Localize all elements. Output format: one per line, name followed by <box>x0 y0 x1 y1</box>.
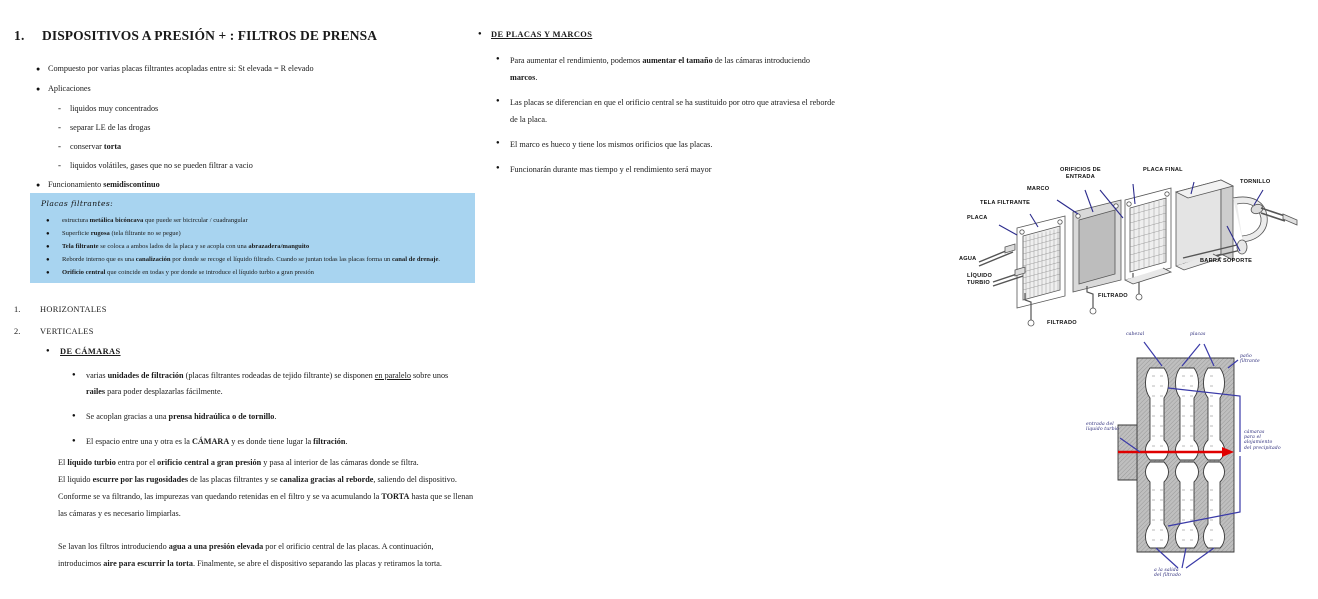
exploded-diagram-svg <box>965 168 1318 333</box>
list-item <box>14 327 444 336</box>
label-filtrado-centro: FILTRADO <box>1098 293 1128 299</box>
bullet-dot-icon: ● <box>496 98 500 104</box>
list-item <box>36 62 456 76</box>
bullet-dot-icon: ● <box>496 56 500 62</box>
callout-title: Placas filtrantes: <box>41 199 114 208</box>
bullet-dot-icon: ● <box>72 413 76 419</box>
list-item-label: El espacio entre una y otra es la CÁMARA y es donde tiene lugar la filtración. <box>86 437 348 446</box>
list-item-label: liquidos volátiles, gases que no se pueden filtrar a vacio <box>70 161 253 170</box>
paragraph-line: las cámaras y es necesario limpiarlas. <box>58 509 181 518</box>
label-camaras-precipitado: cámaras para el alojamiento del precipitado <box>1244 430 1281 451</box>
list-item-label: Superficie rugosa (tela filtrante no se pegue) <box>62 230 181 237</box>
dash-icon: - <box>58 141 61 151</box>
list-item-index: 1. <box>14 305 21 314</box>
aplicaciones-sublist <box>58 102 456 172</box>
list-item <box>496 161 836 178</box>
page-title <box>14 28 454 44</box>
list-item-label: VERTICALES <box>40 327 94 336</box>
bullet-dot-icon: ● <box>46 257 50 263</box>
label-placa: PLACA <box>967 215 988 221</box>
list-item-label: Compuesto por varias placas filtrantes acopladas entre si: St elevada = R elevado <box>48 64 314 73</box>
list-item <box>496 52 836 86</box>
bullet-dot-icon: ● <box>478 31 482 37</box>
bullet-dot-icon: ● <box>72 372 76 378</box>
de-camaras-heading-label: DE CÁMARAS <box>60 347 121 356</box>
label-liquido-turbio: LÍQUIDO TURBIO <box>967 273 993 286</box>
list-item <box>46 267 466 279</box>
list-item-label: Funcionarán durante mas tiempo y el rendimiento será mayor <box>510 165 712 174</box>
placas-filtrantes-callout <box>30 193 475 283</box>
list-item-label: Se acoplan gracias a una prensa hidraúlica o de tornillo. <box>86 412 277 421</box>
label-cabezal: cabezal <box>1126 332 1145 337</box>
list-item-label: separar LE de las drogas <box>70 123 151 132</box>
dash-icon: - <box>58 103 61 113</box>
list-item-label: conservar torta <box>70 142 122 151</box>
de-placas-y-marcos-list <box>496 52 836 186</box>
list-item <box>72 434 466 450</box>
paragraph-line: Se lavan los filtros introduciendo agua a una presión elevada por el orificio central de las placas. A continuación, <box>58 542 434 551</box>
list-item-label: Para aumentar el rendimiento, podemos aumentar el tamaño de las cámaras introduciendo marcos. <box>510 56 810 82</box>
label-agua: AGUA <box>959 256 977 262</box>
list-item <box>58 121 456 134</box>
bullet-dot-icon: ● <box>72 438 76 444</box>
page-title-text: DISPOSITIVOS A PRESIÓN + : FILTROS DE PRENSA <box>42 28 378 43</box>
list-item-label: Orificio central que coincide en todas y por donde se introduce el líquido turbio a gran presión <box>62 269 314 276</box>
list-item-label: varias unidades de filtración (placas filtrantes rodeadas de tejido filtrante) se disponen en paralelo sobre unos railes para poder desplazarlas fácilmente. <box>86 371 449 396</box>
label-marco: MARCO <box>1027 186 1050 192</box>
list-item <box>36 82 456 96</box>
bullet-dot-icon: ● <box>36 181 41 189</box>
bullet-dot-icon: ● <box>496 140 500 146</box>
label-placa-final: PLACA FINAL <box>1143 167 1183 173</box>
paragraph-line: El liquido escurre por las rugosidades de las placas filtrantes y se canaliza gracias al reborde, saliendo del dispositivo. <box>58 475 457 484</box>
list-item-label: HORIZONTALES <box>40 305 107 314</box>
list-item <box>46 228 466 240</box>
list-item-label: Aplicaciones <box>48 84 91 93</box>
list-item-label: Funcionamiento semidiscontinuo <box>48 180 160 189</box>
filter-press-section-diagram <box>1082 330 1318 598</box>
bullet-dot-icon: ● <box>46 218 50 224</box>
filter-press-exploded-diagram <box>959 167 1318 333</box>
section-diagram-svg <box>1082 330 1318 598</box>
page-title-number: 1. <box>14 28 25 43</box>
de-camaras-section <box>46 345 466 459</box>
label-placas: placas <box>1190 332 1206 337</box>
label-tornillo: TORNILLO <box>1240 179 1271 185</box>
list-item <box>58 159 456 172</box>
list-item <box>14 305 444 314</box>
paragraph-line: Conforme se va filtrando, las impurezas van quedando retenidas en el filtro y se va acumulando la TORTA hasta que se llenan <box>58 492 474 501</box>
emphasis: semidiscontinuo <box>103 180 160 189</box>
list-item <box>496 136 836 153</box>
dash-icon: - <box>58 122 61 132</box>
label-barra-soporte: BARRA SOPORTE <box>1200 258 1253 264</box>
intro-bullet-list <box>36 62 456 198</box>
list-item <box>46 215 466 227</box>
list-item-label: El marco es hueco y tiene los mismos orificios que las placas. <box>510 140 713 149</box>
emphasis: torta <box>103 142 122 151</box>
right-column <box>470 0 1281 599</box>
list-item-label: estructura metálica bicóncava que puede ser bicircular / cuadrangular <box>62 217 248 224</box>
label-filtrado-izq: FILTRADO <box>1047 320 1077 326</box>
list-item <box>36 178 456 192</box>
bullet-dot-icon: ● <box>46 348 50 354</box>
list-item <box>46 241 466 253</box>
list-item <box>46 254 466 266</box>
list-item-label: Reborde interno que es una canalización por donde se recoge el líquido filtrado. Cuando se juntan todas las placas forma un canal de drenaje. <box>62 256 441 263</box>
bullet-dot-icon: ● <box>496 165 500 171</box>
label-pano-filtrante: paño filtrante <box>1240 354 1260 365</box>
label-entrada-liquido-turbio: entrada del líquido turbio <box>1086 422 1120 433</box>
de-placas-y-marcos-heading <box>478 28 592 41</box>
list-item-label: liquidos muy concentrados <box>70 104 159 113</box>
callout-list <box>46 215 466 280</box>
list-item <box>72 368 466 400</box>
list-item <box>496 94 836 128</box>
list-item <box>72 409 466 425</box>
bullet-dot-icon: ● <box>46 270 50 276</box>
label-orificios-de-entrada: ORIFICIOS DE ENTRADA <box>1060 167 1101 180</box>
list-item <box>58 140 456 153</box>
bullet-dot-icon: ● <box>46 244 50 250</box>
label-tela-filtrante: TELA FILTRANTE <box>980 200 1031 206</box>
de-placas-y-marcos-label: DE PLACAS Y MARCOS <box>491 30 593 39</box>
paragraph-line: El líquido turbio entra por el orificio central a gran presión y pasa al interior de las cámaras donde se filtra. <box>58 458 419 467</box>
list-item-label: Las placas se diferencian en que el orificio central se ha sustituido por otro que atraviesa el reborde de la placa. <box>510 98 835 124</box>
bullet-dot-icon: ● <box>36 65 41 73</box>
tipos-numbered-list <box>14 305 444 349</box>
bullet-dot-icon: ● <box>36 85 41 93</box>
list-item <box>58 102 456 115</box>
dash-icon: - <box>58 160 61 170</box>
bullet-dot-icon: ● <box>46 231 50 237</box>
list-item-index: 2. <box>14 327 21 336</box>
list-item-label: Tela filtrante se coloca a ambos lados de la placa y se acopla con una abrazadera/manguito <box>62 243 310 250</box>
label-salida-filtrado: a la salida del filtrado <box>1154 568 1181 579</box>
de-camaras-list <box>72 368 466 450</box>
de-camaras-heading <box>46 345 466 358</box>
paragraph-line: introducimos aire para escurrir la torta. Finalmente, se abre el dispositivo separando las placas y retiramos la torta. <box>58 559 442 568</box>
